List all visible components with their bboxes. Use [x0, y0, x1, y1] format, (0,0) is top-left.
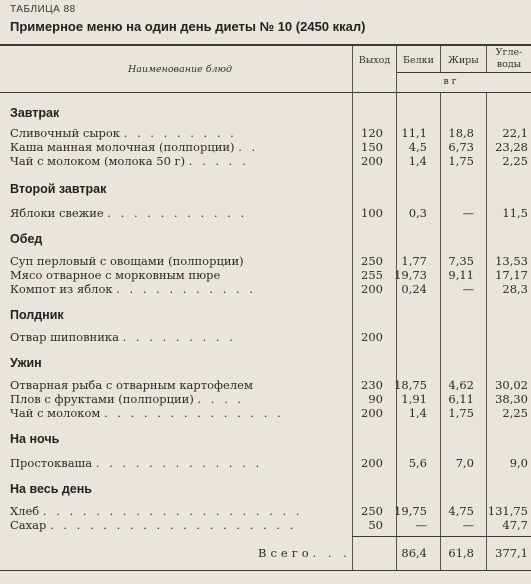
output-value: 200 [361, 282, 383, 296]
total-rule [352, 536, 531, 537]
carbs-value: 11,5 [502, 206, 528, 220]
total-protein: 86,4 [401, 546, 427, 560]
column-divider [396, 46, 397, 571]
fat-value: 7,0 [455, 456, 474, 470]
header-output: Выход [358, 55, 391, 66]
dish-name: Отвар шиповника [10, 330, 119, 344]
table-row: Хлеб . . . . . . . . . . . . . . . . . . . . 250 19,75 4,75 131,75 [10, 504, 528, 518]
output-value: 100 [361, 206, 383, 220]
carbs-value: 38,30 [495, 392, 528, 406]
table-row: Простокваша . . . . . . . . . . . . . 200 5,6 7,0 9,0 [10, 456, 528, 470]
total-fat: 61,8 [448, 546, 474, 560]
fat-value: 9,11 [448, 268, 474, 282]
header-carbs-line1: Угле- [495, 47, 523, 58]
protein-value: 1,4 [408, 406, 427, 420]
output-value: 200 [361, 154, 383, 168]
table-row [0, 268, 531, 282]
protein-value: 0,24 [401, 282, 427, 296]
fat-value: — [462, 518, 474, 532]
dish-name: Простокваша [10, 456, 93, 470]
header-carbs-line2: воды [496, 59, 522, 70]
fat-value: 7,35 [448, 254, 474, 268]
carbs-value: 131,75 [487, 504, 528, 518]
output-value: 250 [361, 504, 383, 518]
protein-value: 5,6 [408, 456, 427, 470]
protein-value: 19,73 [394, 268, 427, 282]
carbs-value: 2,25 [502, 154, 528, 168]
table-row [0, 378, 531, 392]
total-row [0, 546, 531, 560]
protein-value: 19,75 [394, 504, 427, 518]
protein-value: 18,75 [394, 378, 427, 392]
carbs-value: 30,02 [495, 378, 528, 392]
section-title-second-breakfast: Второй завтрак [10, 182, 107, 196]
carbs-value: 47,7 [502, 518, 528, 532]
table-row: Компот из яблок . . . . . . . . . . . 200 0,24 — 28,3 [10, 282, 528, 296]
output-value: 150 [361, 140, 383, 154]
header-unit: в г [443, 76, 457, 87]
header-bottom-rule [0, 92, 531, 93]
table-row: Чай с молоком (молока 50 г) . . . . . 200 1,4 1,75 2,25 [10, 154, 528, 168]
output-value: 200 [361, 330, 383, 344]
protein-value: 0,3 [408, 206, 427, 220]
protein-value: 1,91 [401, 392, 427, 406]
output-value: 90 [368, 392, 383, 406]
header-fat: Жиры [448, 55, 479, 66]
carbs-value: 28,3 [502, 282, 528, 296]
table-row: Яблоки свежие . . . . . . . . . . . 100 0,3 — 11,5 [10, 206, 528, 220]
fat-value: 4,75 [448, 504, 474, 518]
dish-name: Хлеб [10, 504, 40, 518]
carbs-value: 13,53 [495, 254, 528, 268]
section-title-dinner: Ужин [10, 356, 42, 370]
output-value: 255 [361, 268, 383, 282]
header-name: Наименование блюд [128, 64, 232, 75]
output-value: 50 [368, 518, 383, 532]
output-value: 250 [361, 254, 383, 268]
dish-name: Компот из яблок [10, 282, 113, 296]
dish-name: Каша манная молочная (полпорции) [10, 140, 235, 154]
output-value: 120 [361, 126, 383, 140]
fat-value: 1,75 [448, 406, 474, 420]
table-row: Отвар шиповника . . . . . . . . . 200 [10, 330, 383, 344]
carbs-value: 17,17 [495, 268, 528, 282]
output-value: 200 [361, 456, 383, 470]
protein-value: 1,77 [401, 254, 427, 268]
fat-value: 6,11 [448, 392, 474, 406]
carbs-value: 23,28 [495, 140, 528, 154]
total-label: Всего. . . [258, 546, 351, 560]
dish-name: Суп перловый с овощами (полпорции) [10, 254, 244, 268]
bottom-rule [0, 570, 531, 571]
dish-name: Плов с фруктами (полпорции) [10, 392, 194, 406]
carbs-value: 9,0 [509, 456, 528, 470]
section-title-night: На ночь [10, 432, 60, 446]
dish-name: Чай с молоком [10, 406, 101, 420]
protein-value: — [415, 518, 427, 532]
protein-value: 4,5 [408, 140, 427, 154]
header-top-rule [0, 44, 531, 46]
column-divider [352, 46, 353, 571]
dish-name: Сахар [10, 518, 47, 532]
table-row: Сливочный сырок . . . . . . . . . 120 11,1 18,8 22,1 [10, 126, 528, 140]
protein-value: 1,4 [408, 154, 427, 168]
section-title-lunch: Обед [10, 232, 43, 246]
table-title: Примерное меню на один день диеты № 10 (2450 ккал) [10, 19, 366, 34]
total-carbs: 377,1 [495, 546, 528, 560]
output-value: 230 [361, 378, 383, 392]
header-protein: Белки [403, 55, 434, 66]
table-row: Чай с молоком . . . . . . . . . . . . . . 200 1,4 1,75 2,25 [10, 406, 528, 420]
carbs-value: 2,25 [502, 406, 528, 420]
dish-name: Сливочный сырок [10, 126, 120, 140]
fat-value: 4,62 [448, 378, 474, 392]
table-row: Каша манная молочная (полпорции) . . 150 4,5 6,73 23,28 [10, 140, 528, 154]
fat-value: 18,8 [448, 126, 474, 140]
output-value: 200 [361, 406, 383, 420]
dish-name: Мясо отварное с морковным пюре [10, 268, 221, 282]
section-title-breakfast: Завтрак [10, 106, 60, 120]
section-title-afternoon-snack: Полдник [10, 308, 64, 322]
dish-name: Яблоки свежие [10, 206, 104, 220]
dish-name: Отварная рыба с отварным картофелем [10, 378, 253, 392]
dish-name: Чай с молоком (молока 50 г) [10, 154, 186, 168]
fat-value: — [462, 282, 474, 296]
section-title-whole-day: На весь день [10, 482, 92, 496]
table-row: Сахар . . . . . . . . . . . . . . . . . . . 50 — — 47,7 [10, 518, 528, 532]
protein-value: 11,1 [401, 126, 427, 140]
fat-value: 1,75 [448, 154, 474, 168]
carbs-value: 22,1 [502, 126, 528, 140]
fat-value: 6,73 [448, 140, 474, 154]
table-row: Плов с фруктами (полпорции) . . . . 90 1,91 6,11 38,30 [10, 392, 528, 406]
fat-value: — [462, 206, 474, 220]
table-number: ТАБЛИЦА 88 [10, 4, 76, 15]
unit-rule [396, 72, 531, 73]
table-row [0, 254, 531, 268]
